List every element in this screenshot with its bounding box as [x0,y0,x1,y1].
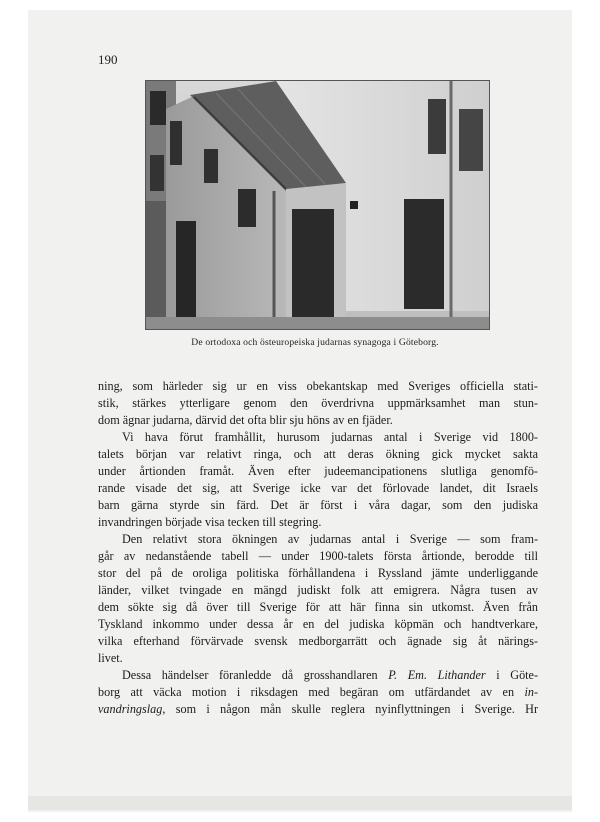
text-line: livet. [98,651,123,665]
text-line: rande visade det sig, att Sverige icke var det förlovade landet, dit Israels [98,481,538,495]
text-line: dom ägnar judarna, därvid det ofta blir sju höns av en fjäder. [98,413,393,427]
text-line [98,684,538,701]
synagogue-building-illustration [146,81,489,329]
figure-caption: De ortodoxa och östeuropeiska judarnas synagoga i Göteborg. [191,337,439,348]
text-line: stik, stärkes ytterligare genom den överdrivna uppmärksamhet man stun- [98,396,538,410]
text-run: borg att väcka motion i riksdagen med begäran om utfärdandet av en [98,685,515,699]
text-line [98,701,538,718]
text-line: ning, som härleder sig ur en viss obekantskap med Sveriges officiella stati- [98,379,538,393]
text-run: Dessa händelser föranledde då grosshandlaren [122,668,378,682]
text-line: stor del på de oroliga politiska förhållandena i Ryssland jämte underliggande [98,566,538,580]
page-bottom-edge [28,796,572,810]
italic-term: vandringslag, [98,702,166,716]
text-run: i Göte- [496,668,539,682]
text-line: Vi hava förut framhållit, hurusom judarnas antal i Sverige vid 1800- [122,430,538,444]
text-line: dem sökte sig då över till Sverige för att här finna sin utkomst. Även från [98,600,538,614]
text-line: Tyskland inkommo under dessa år en del judiska köpmän och handtverkare, [98,617,538,631]
text-line: vilka efterhand förvärvade svensk medborgarrätt och ägnade sig åt närings- [98,634,538,648]
synagogue-photo [145,80,490,330]
italic-term: P. Em. Lithander [388,668,486,682]
text-line [98,667,538,684]
text-line: Den relativt stora ökningen av judarnas antal i Sverige — som fram- [122,532,538,546]
page-number: 190 [98,52,118,67]
text-line: länder, vilket tvingade en mängd judiskt folk att emigrera. Några tusen av [98,583,538,597]
text-line: invandringen började visa tecken till stegring. [98,515,322,529]
text-line: under årtionden framåt. Även efter judeemancipationens slutliga genomfö- [98,464,538,478]
text-line: går av nedanstående tabell — under 1900-talets första årtionde, berodde till [98,549,538,563]
text-line: barn gärna styrde sin färd. Det är först i våra dagar, som den judiska [98,498,538,512]
text-run: som i någon mån skulle reglera nyinflyttningen i Sverige. Hr [175,702,539,716]
body-text [98,378,538,718]
italic-term: in- [524,685,539,699]
text-line: talets början var relativt ringa, och att deras ökning gick mycket sakta [98,447,538,461]
